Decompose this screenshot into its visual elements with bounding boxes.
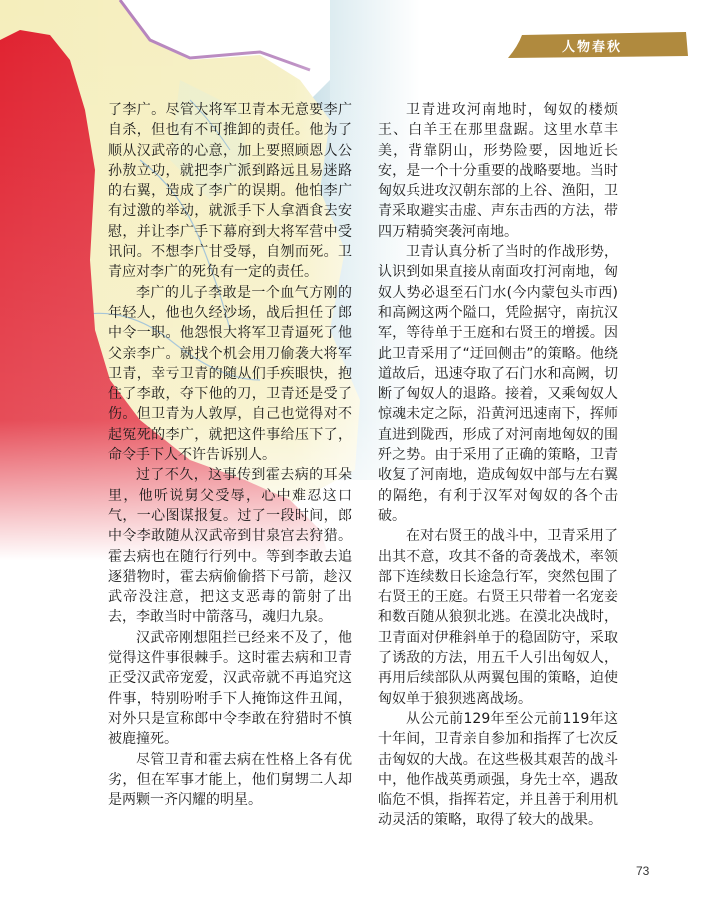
paragraph: 卫青认真分析了当时的作战形势，认识到如果直接从南面攻打河南地，匈奴人势必退至石门水(今内蒙包头市西)和高阙这两个隘口，凭险据守，南抗汉军，等待单于王庭和右贤王的增援。因此卫青采用了“迂回侧击”的策略。他绕道故后，迅速夺取了石门水和高阙，切断了匈奴人的退路。接着，又乘匈奴人惊魂未定之际，沿黄河迅速南下，挥师直进到陇西，形成了对河南地匈奴的围歼之势。由于采用了正确的策略，卫青收复了河南地，造成匈奴中部与左右翼的隔绝，有利于汉军对匈奴的各个击破。 <box>378 244 618 524</box>
section-label: 人物春秋 <box>562 40 623 55</box>
paragraph: 汉武帝刚想阻拦已经来不及了，他觉得这件事很棘手。这时霍去病和卫青正受汉武帝宠爱，汉武帝就不再追究这件事，特别吩咐手下人掩饰这件丑闻，对外只是宣称郎中令李敢在狩猎时不慎被鹿撞死。 <box>108 629 352 748</box>
paragraph: 尽管卫青和霍去病在性格上各有优劣，但在军事才能上，他们舅甥二人却是两颗一齐闪耀的明星。 <box>108 751 352 809</box>
paragraph: 从公元前129年至公元前119年这十年间，卫青亲自参加和指挥了七次反击匈奴的大战。在这些极其艰苦的战斗中，他作战英勇顽强，身先士卒，遇敌临危不惧，指挥若定，并且善于利用机动灵活的策略，取得了较大的战果。 <box>378 710 618 829</box>
page-number: 73 <box>636 864 650 878</box>
paragraph: 了李广。尽管大将军卫青本无意要李广自杀，但也有不可推卸的责任。他为了顺从汉武帝的心意，加上要照顾恩人公孙敖立功，就把李广派到路远且易迷路的右翼，造成了李广的误期。他怕李广有过激的举动，就派手下人拿酒食去安慰，并让李广手下幕府到大将军营中受讯问。不想李广甘受辱，自刎而死。卫青应对李广的死负有一定的责任。 <box>108 102 352 281</box>
section-tab <box>508 32 688 58</box>
paragraph: 过了不久，这事传到霍去病的耳朵里，他听说舅父受辱，心中难忍这口气，一心图谋报复。过了一段时间，郎中令李敢随从汉武帝到甘泉宫去狩猎。霍去病也在随行行列中。等到李敢去追逐猎物时，霍去病偷偷搭下弓箭，趁汉武帝没注意，把这支恶毒的箭射了出去，李敢当时中箭落马，魂归九泉。 <box>108 467 352 626</box>
paragraph: 卫青进攻河南地时，匈奴的楼烦王、白羊王在那里盘踞。这里水草丰美，背靠阴山，形势险要，因地近长安，是一个十分重要的战略要地。当时匈奴兵进攻汉朝东部的上谷、渔阳，卫青采取避实击虚、声东击西的方法，带四万精骑突袭河南地。 <box>378 102 618 240</box>
left-column <box>108 100 352 810</box>
paragraph: 李广的儿子李敢是一个血气方刚的年轻人，他也久经沙场，战后担任了郎中令一职。他怨恨大将军卫青逼死了他父亲李广。就找个机会用刀偷袭大将军卫青，幸亏卫青的随从们手疾眼快，抱住了李敢，夺下他的刀，卫青还是受了伤。但卫青为人敦厚，自己也觉得对不起冤死的李广，就把这件事给压下了，命令手下人不许告诉别人。 <box>108 284 352 464</box>
paragraph: 在对右贤王的战斗中，卫青采用了出其不意，攻其不备的奇袭战术，率领部下连续数日长途急行军，突然包围了右贤王的王庭。右贤王只带着一名宠妾和数百随从狼狈北逃。在漠北决战时，卫青面对伊稚斜单于的稳固防守，采取了诱敌的方法，用五千人引出匈奴人，再用后续部队从两翼包围的策略，迫使匈奴单于狼狈逃离战场。 <box>378 528 618 707</box>
right-column <box>378 100 618 831</box>
